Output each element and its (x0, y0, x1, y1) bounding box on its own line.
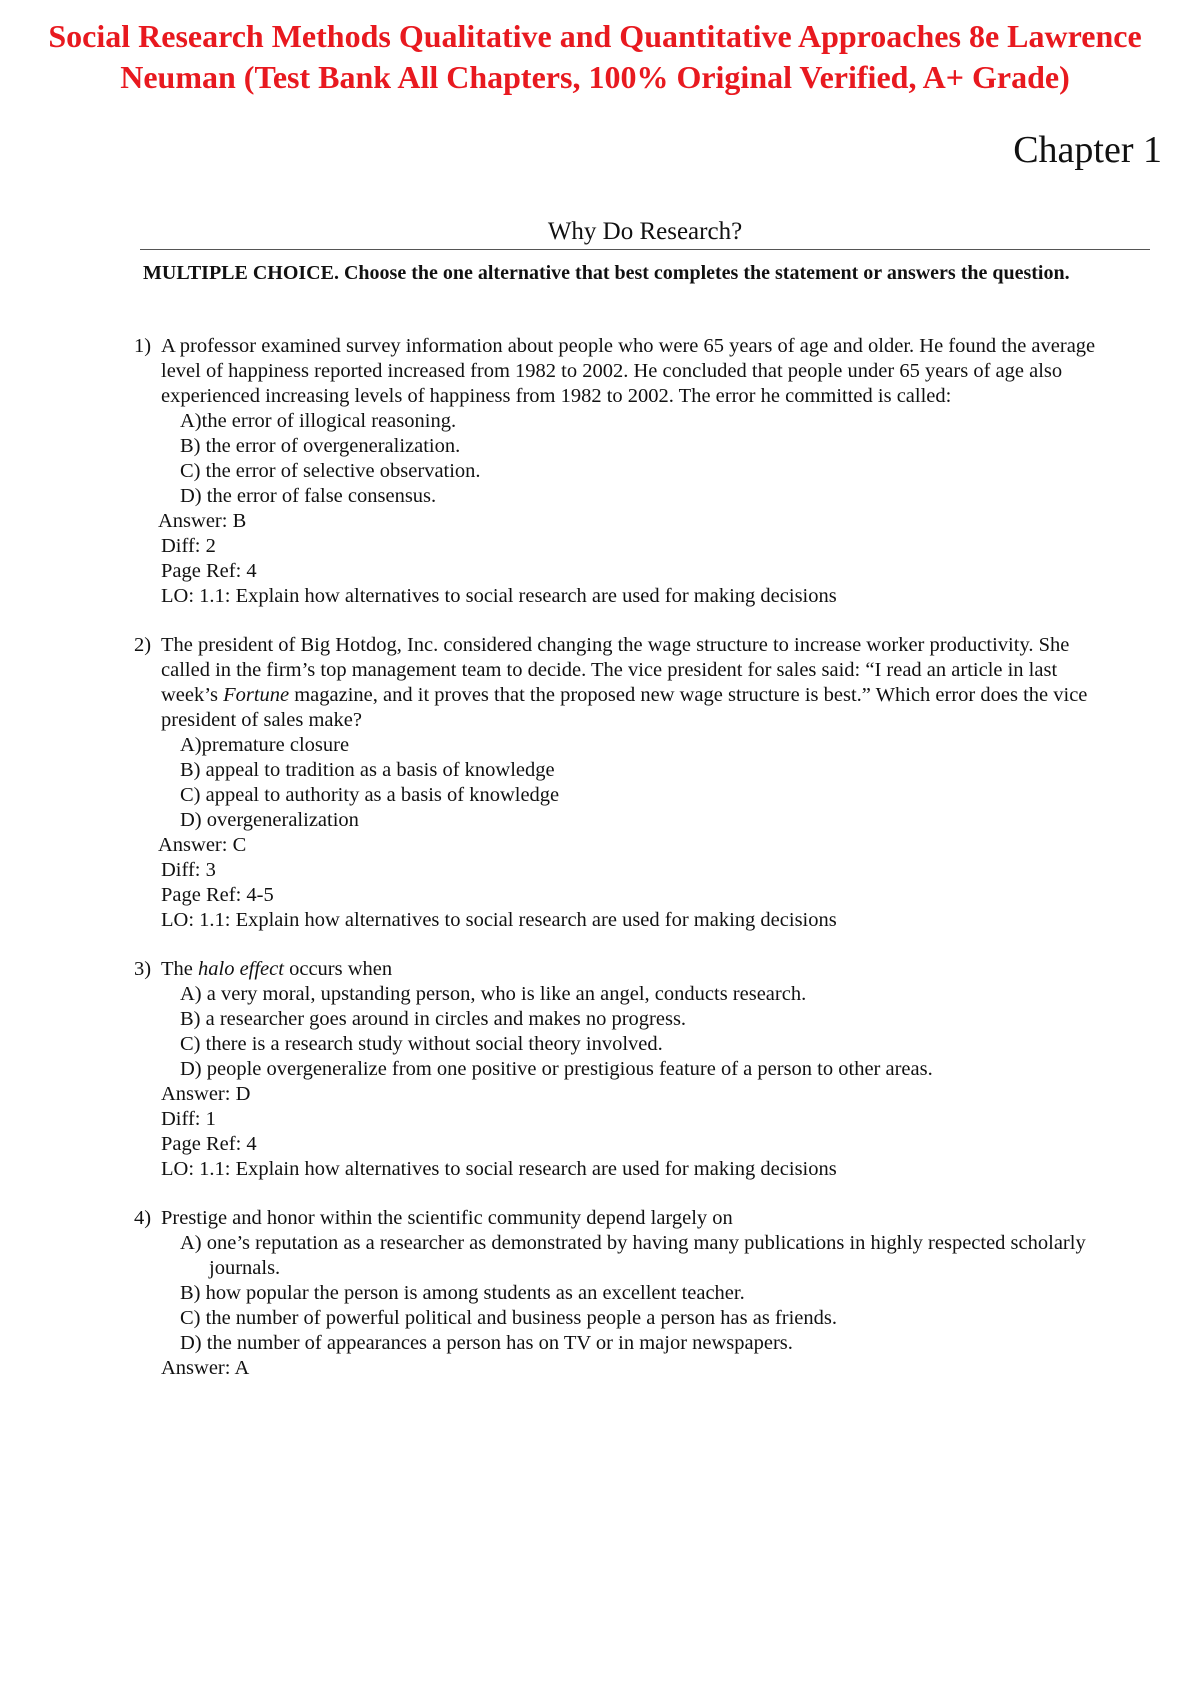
choice-c: C) the number of powerful political and business people a person has as friends. (180, 1307, 837, 1329)
question-list (0, 334, 1190, 1405)
chapter-heading: Chapter 1 (1013, 129, 1162, 171)
learning-objective: LO: 1.1: Explain how alternatives to social research are used for making decisions (161, 909, 837, 931)
choice-d: D) overgeneralization (180, 809, 359, 831)
question-3 (0, 957, 1190, 1182)
question-4 (0, 1206, 1190, 1381)
choice-b: B) a researcher goes around in circles and makes no progress. (180, 1008, 687, 1030)
question-number: 4) (134, 1207, 152, 1229)
choice-b: B) the error of overgeneralization. (180, 435, 461, 457)
answer: Answer: C (158, 834, 247, 856)
question-stem: Prestige and honor within the scientific community depend largely on (161, 1207, 733, 1229)
learning-objective: LO: 1.1: Explain how alternatives to social research are used for making decisions (161, 1158, 837, 1180)
difficulty: Diff: 3 (161, 859, 216, 881)
question-1 (0, 334, 1190, 609)
question-stem: A professor examined survey information about people who were 65 years of age and older. He found the average level of happiness reported increased from 1982 to 2002. He concluded that people under 65 years of age also experienced increasing levels of happiness from 1982 to 2002. The error he committed is called: (161, 335, 1096, 407)
document-title-line-1: Social Research Methods Qualitative and Quantitative Approaches 8e Lawrence (48, 18, 1142, 54)
choice-a: A) a very moral, upstanding person, who is like an angel, conducts research. (180, 983, 807, 1005)
document-title (0, 16, 1190, 98)
choice-list (0, 1231, 1190, 1356)
answer: Answer: B (158, 510, 247, 532)
choice-d: D) the number of appearances a person has on TV or in major newspapers. (180, 1332, 793, 1354)
page-reference: Page Ref: 4 (161, 1133, 257, 1155)
choice-d: D) people overgeneralize from one positive or prestigious feature of a person to other areas. (180, 1058, 933, 1080)
term-halo-effect: halo effect (198, 958, 284, 980)
question-number: 2) (134, 634, 152, 656)
question-stem: The president of Big Hotdog, Inc. considered changing the wage structure to increase worker productivity. She called in the firm’s top management team to decide. The vice president for sales said: “I read an article in last week’s Fortune magazine, and it proves that the proposed new wage structure is best.” Which error does the vice president of sales make? (161, 634, 1088, 731)
page-reference: Page Ref: 4-5 (161, 884, 274, 906)
choice-b: B) appeal to tradition as a basis of knowledge (180, 759, 555, 781)
magazine-title: Fortune (223, 684, 290, 706)
question-2 (0, 633, 1190, 933)
choice-b: B) how popular the person is among students as an excellent teacher. (180, 1282, 745, 1304)
section-divider (140, 249, 1150, 250)
choice-c: C) there is a research study without social theory involved. (180, 1033, 663, 1055)
document-title-line-2: Neuman (Test Bank All Chapters, 100% Original Verified, A+ Grade) (120, 59, 1070, 95)
choice-a: A)premature closure (180, 734, 350, 756)
choice-list (0, 982, 1190, 1082)
difficulty: Diff: 1 (161, 1108, 216, 1130)
question-number: 3) (134, 958, 152, 980)
question-stem: The halo effect occurs when (161, 958, 393, 980)
question-number: 1) (134, 335, 152, 357)
choice-c: C) the error of selective observation. (180, 460, 481, 482)
answer: Answer: A (161, 1357, 250, 1379)
page-reference: Page Ref: 4 (161, 560, 257, 582)
difficulty: Diff: 2 (161, 535, 216, 557)
choice-c: C) appeal to authority as a basis of knowledge (180, 784, 560, 806)
choice-d: D) the error of false consensus. (180, 485, 437, 507)
choice-a: A) one’s reputation as a researcher as demonstrated by having many publications in highly respected scholarly journals. (180, 1232, 1086, 1279)
section-title: Why Do Research? (547, 218, 743, 245)
choice-a: A)the error of illogical reasoning. (180, 410, 457, 432)
learning-objective: LO: 1.1: Explain how alternatives to social research are used for making decisions (161, 585, 837, 607)
choice-list (0, 409, 1190, 509)
choice-list (0, 733, 1190, 833)
instructions: MULTIPLE CHOICE. Choose the one alternative that best completes the statement or answers the question. (143, 262, 1070, 284)
answer: Answer: D (161, 1083, 251, 1105)
